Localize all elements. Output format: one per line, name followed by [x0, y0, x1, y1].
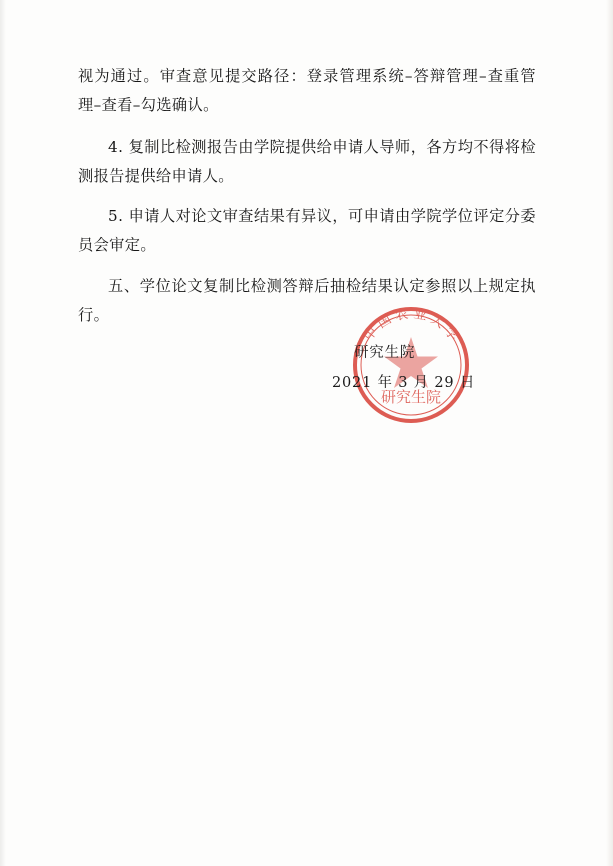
paragraph-continuation: 视为通过。审查意见提交路径：登录管理系统–答辩管理–查重管理–查看–勾选确认。 — [78, 67, 536, 114]
paragraph-spacer — [78, 194, 536, 202]
svg-text:中 国 农 业 大 学: 中 国 农 业 大 学 — [361, 306, 461, 344]
paragraph-item-5: 5. 申请人对论文审查结果有异议，可申请由学院学位评定分委员会审定。 — [78, 207, 536, 254]
signature-block — [330, 338, 540, 398]
svg-text:研究生院: 研究生院 — [380, 388, 442, 406]
paragraph-spacer — [78, 263, 536, 272]
signature-organization: 研究生院 — [354, 345, 416, 361]
paragraph-section-five: 五、学位论文复制比检测答辩后抽检结果认定参照以上规定执行。 — [78, 277, 536, 324]
document-body — [78, 62, 536, 333]
signature-date: 2021 年 3 月 29 日 — [332, 375, 476, 391]
paragraph-spacer — [78, 123, 536, 133]
paragraph-item-4: 4. 复制比检测报告由学院提供给申请人导师，各方均不得将检测报告提供给申请人。 — [78, 138, 536, 185]
